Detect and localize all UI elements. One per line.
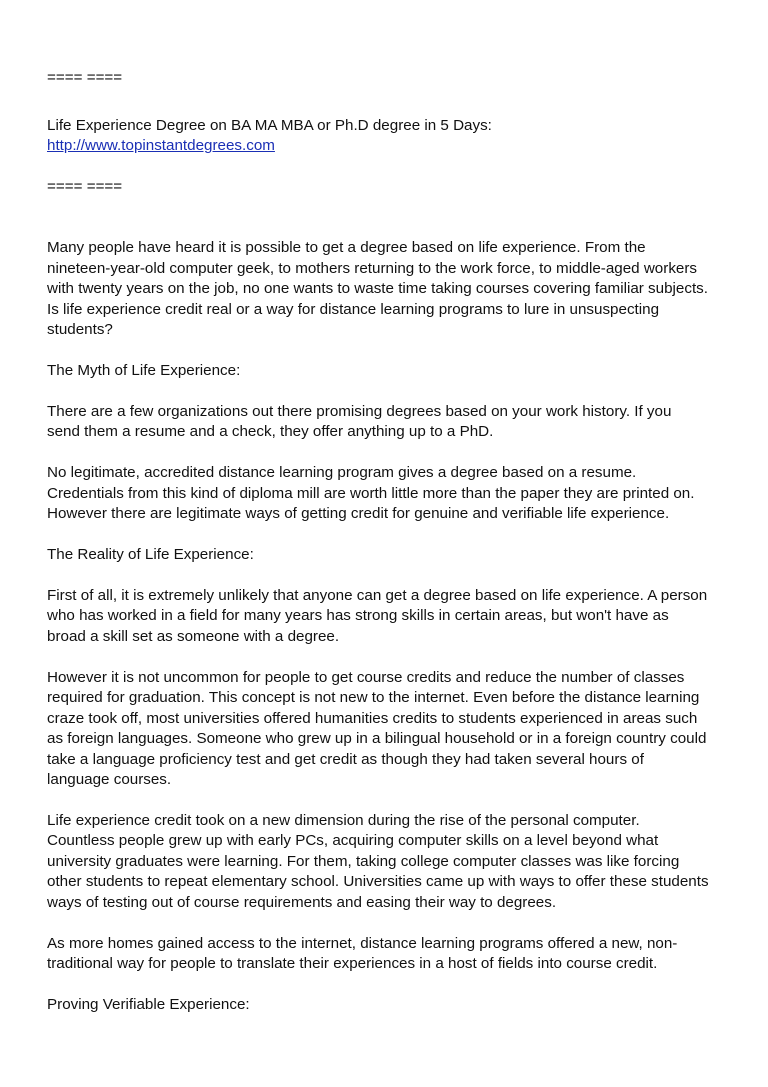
intro-line: Is life experience credit real or a way for distance learning programs to lure in unsuspecting — [47, 301, 660, 318]
heading-proving: Proving Verifiable Experience: — [47, 996, 250, 1013]
reality-p1-line: broad a skill set as someone with a degree. — [47, 628, 340, 645]
reality-p2-line: craze took off, most universities offered humanities credits to students experienced in areas such — [47, 710, 698, 727]
myth-p1-line: There are a few organizations out there promising degrees based on your work history. If you — [47, 403, 672, 420]
reality-p3-line: university graduates were learning. For them, taking college computer classes was like forcing — [47, 853, 680, 870]
reality-p1-line: First of all, it is extremely unlikely that anyone can get a degree based on life experience. A person — [47, 587, 708, 604]
intro-line: with twenty years on the job, no one wants to waste time taking courses covering familiar subjects. — [47, 280, 708, 297]
reality-p2-line: take a language proficiency test and get credit as though they had taken several hours of — [47, 751, 644, 768]
myth-p2-line: Credentials from this kind of diploma mill are worth little more than the paper they are printed on. — [47, 485, 695, 502]
reality-p3-line: Countless people grew up with early PCs, acquiring computer skills on a level beyond what — [47, 832, 659, 849]
reality-p2-line: However it is not uncommon for people to get course credits and reduce the number of classes — [47, 669, 685, 686]
promo-line: Life Experience Degree on BA MA MBA or Ph.D degree in 5 Days: — [47, 117, 492, 134]
myth-p1-line: send them a resume and a check, they offer anything up to a PhD. — [47, 423, 494, 440]
reality-p3-line: other students to repeat elementary school. Universities came up with ways to offer these students — [47, 873, 709, 890]
reality-p2-line: language courses. — [47, 771, 172, 788]
myth-p2-line: However there are legitimate ways of getting credit for genuine and verifiable life experience. — [47, 505, 670, 522]
intro-line: students? — [47, 321, 113, 338]
reality-p4-line: As more homes gained access to the internet, distance learning programs offered a new, non- — [47, 935, 678, 952]
intro-line: Many people have heard it is possible to get a degree based on life experience. From the — [47, 239, 646, 256]
separator-bottom: ==== ==== — [47, 178, 123, 195]
reality-p3-line: ways of testing out of course requirements and easing their way to degrees. — [47, 894, 557, 911]
heading-reality: The Reality of Life Experience: — [47, 546, 254, 563]
promo-link[interactable]: http://www.topinstantdegrees.com — [47, 137, 275, 154]
heading-myth: The Myth of Life Experience: — [47, 362, 241, 379]
reality-p2-line: required for graduation. This concept is not new to the internet. Even before the distance learning — [47, 689, 700, 706]
separator-top: ==== ==== — [47, 69, 123, 86]
intro-line: nineteen-year-old computer geek, to mothers returning to the work force, to middle-aged workers — [47, 260, 698, 277]
reality-p4-line: traditional way for people to translate their experiences in a host of fields into course credit. — [47, 955, 658, 972]
reality-p1-line: who has worked in a field for many years has strong skills in certain areas, but won't have as — [47, 607, 669, 624]
reality-p3-line: Life experience credit took on a new dimension during the rise of the personal computer. — [47, 812, 640, 829]
reality-p2-line: as foreign languages. Someone who grew up in a bilingual household or in a foreign country could — [47, 730, 707, 747]
myth-p2-line: No legitimate, accredited distance learning program gives a degree based on a resume. — [47, 464, 637, 481]
